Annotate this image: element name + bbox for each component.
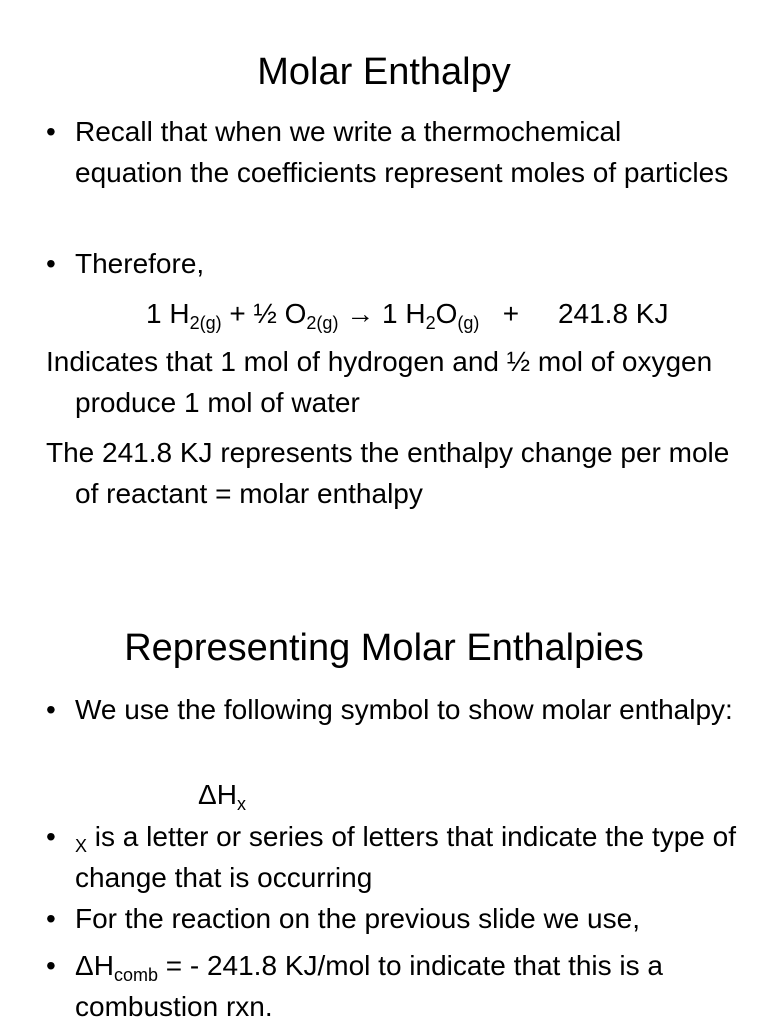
bullet-text: We use the following symbol to show molar enthalpy: — [75, 694, 733, 725]
bullet-dot: • — [46, 950, 56, 981]
bullet-dot: • — [46, 248, 56, 279]
equation-part: + 241.8 KJ — [479, 298, 669, 329]
slide1-paragraph-indicates: Indicates that 1 mol of hydrogen and ½ mol of oxygen produce 1 mol of water — [46, 346, 713, 418]
thermochemical-equation — [146, 293, 668, 334]
x-subscript: X — [75, 836, 88, 856]
slide2-bullet-combustion — [46, 945, 736, 1027]
slide2-bullet-symbol — [46, 689, 736, 730]
slide1-paragraph-enthalpy: The 241.8 KJ represents the enthalpy change per mole of reactant = molar enthalpy — [46, 437, 730, 509]
bullet-dot: • — [46, 694, 56, 725]
bullet-text: Recall that when we write a thermochemical equation the coefficients represent moles of particles — [75, 116, 729, 188]
equation-subscript: (g) — [457, 313, 480, 333]
equation-part: → 1 H — [338, 298, 426, 329]
equation-part: O — [435, 298, 458, 329]
equation-subscript: 2 — [425, 313, 436, 333]
equation-subscript: 2(g) — [306, 313, 339, 333]
symbol-text: ΔH — [198, 779, 237, 810]
comb-subscript: comb — [113, 965, 158, 985]
bullet-dot: • — [46, 821, 56, 852]
bullet-dot: • — [46, 116, 56, 147]
bullet-text: For the reaction on the previous slide we use, — [75, 903, 640, 934]
symbol-subscript: x — [236, 794, 246, 814]
slide1-title: Molar Enthalpy — [257, 51, 511, 93]
slide2-bullet-reaction — [46, 898, 736, 939]
slide2-title: Representing Molar Enthalpies — [124, 627, 644, 669]
slide1-bullet-recall — [46, 111, 736, 193]
bullet-dot: • — [46, 903, 56, 934]
equation-subscript: 2(g) — [189, 313, 222, 333]
delta-h-symbol — [198, 774, 246, 815]
bullet-text: is a letter or series of letters that indicate the type of change that is occurring — [75, 821, 737, 893]
equation-part: + ½ O — [221, 298, 307, 329]
bullet-text: = - 241.8 KJ/mol to indicate that this is a combustion rxn. — [75, 950, 663, 1022]
bullet-text: ΔH — [75, 950, 114, 981]
slide2-bullet-x — [46, 816, 736, 898]
slide1-bullet-therefore — [46, 243, 736, 284]
equation-part: 1 H — [146, 298, 190, 329]
bullet-text: Therefore, — [75, 248, 205, 279]
